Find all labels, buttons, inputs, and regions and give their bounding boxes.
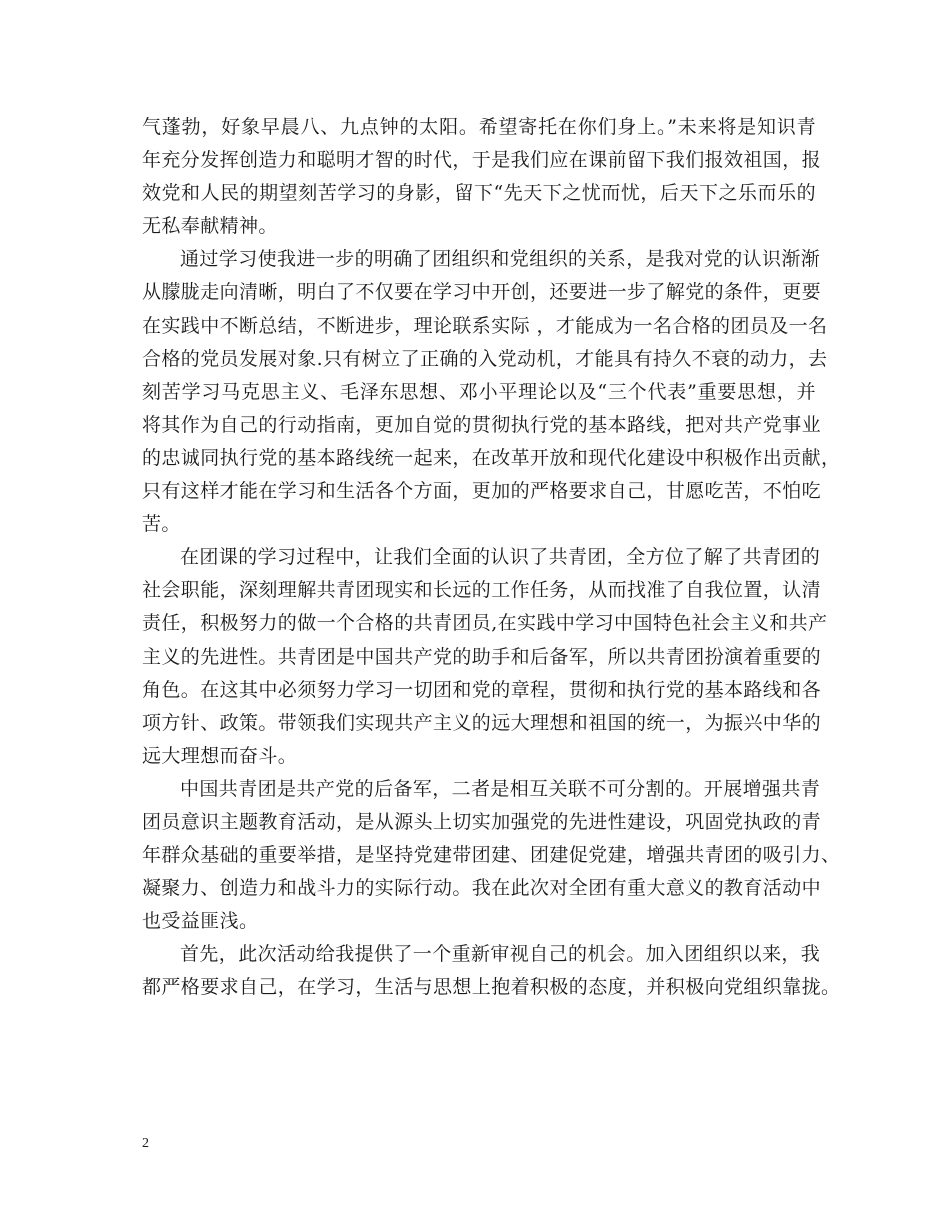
text-line: 从朦胧走向清晰，明白了不仅要在学习中开创，还要进一步了解党的条件，更要 bbox=[142, 281, 822, 304]
text-line: 项方针、政策。带领我们实现共产主义的远大理想和祖国的统一，为振兴中华的 bbox=[142, 711, 822, 734]
paragraph-2 bbox=[142, 243, 841, 541]
text-line: 在实践中不断总结，不断进步，理论联系实际 ，才能成为一名合格的团员及一名 bbox=[142, 314, 828, 337]
text-line: 只有这样才能在学习和生活各个方面，更加的严格要求自己，甘愿吃苦，不怕吃 bbox=[142, 480, 822, 503]
paragraph-3 bbox=[142, 541, 828, 773]
paragraph-5 bbox=[142, 938, 841, 1004]
text-line: 都严格要求自己，在学习，生活与思想上抱着积极的态度，并积极向党组织靠拢。 bbox=[142, 976, 841, 999]
document-body bbox=[142, 111, 841, 1005]
text-line: 无私奉献精神。 bbox=[142, 215, 278, 238]
text-line: 刻苦学习马克思主义、毛泽东思想、邓小平理论以及“三个代表”重要思想，并 bbox=[142, 380, 816, 403]
text-line: 将其作为自己的行动指南，更加自觉的贯彻执行党的基本路线，把对共产党事业 bbox=[142, 413, 822, 436]
text-line: 的忠诚同执行党的基本路线统一起来，在改革开放和现代化建设中积极作出贡献， bbox=[142, 446, 841, 469]
text-line: 凝聚力、创造力和战斗力的实际行动。我在此次对全团有重大意义的教育活动中 bbox=[142, 877, 822, 900]
text-line: 责任，积极努力的做一个合格的共青团员,在实践中学习中国特色社会主义和共产 bbox=[142, 612, 828, 635]
text-line: 在团课的学习过程中，让我们全面的认识了共青团，全方位了解了共青团的 bbox=[180, 546, 821, 569]
text-line: 中国共青团是共产党的后备军，二者是相互关联不可分割的。开展增强共青 bbox=[180, 777, 821, 800]
text-line: 也受益匪浅。 bbox=[142, 910, 259, 933]
paragraph-1 bbox=[142, 111, 822, 243]
text-line: 年群众基础的重要举措，是坚持党建带团建、团建促党建，增强共青团的吸引力、 bbox=[142, 844, 841, 867]
text-line: 角色。在这其中必须努力学习一切团和党的章程，贯彻和执行党的基本路线和各 bbox=[142, 678, 822, 701]
text-line: 合格的党员发展对象.只有树立了正确的入党动机，才能具有持久不衰的动力，去 bbox=[142, 347, 828, 370]
text-line: 首先，此次活动给我提供了一个重新审视自己的机会。加入团组织以来，我 bbox=[180, 943, 821, 966]
text-line: 年充分发挥创造力和聪明才智的时代，于是我们应在课前留下我们报效祖国，报 bbox=[142, 149, 822, 172]
text-line: 团员意识主题教育活动，是从源头上切实加强党的先进性建设，巩固党执政的青 bbox=[142, 810, 822, 833]
paragraph-4 bbox=[142, 773, 841, 938]
text-line: 社会职能，深刻理解共青团现实和长远的工作任务，从而找准了自我位置，认清 bbox=[142, 579, 822, 602]
text-line: 苦。 bbox=[142, 513, 181, 536]
text-line: 远大理想而奋斗。 bbox=[142, 744, 298, 767]
text-line: 主义的先进性。共青团是中国共产党的助手和后备军，所以共青团扮演着重要的 bbox=[142, 645, 822, 668]
text-line: 效党和人民的期望刻苦学习的身影，留下“先天下之忧而忧，后天下之乐而乐的 bbox=[142, 182, 816, 205]
page-number: 2 bbox=[142, 1136, 149, 1151]
text-line: 通过学习使我进一步的明确了团组织和党组织的关系，是我对党的认识渐渐 bbox=[180, 248, 821, 271]
text-line: 气蓬勃，好象早晨八、九点钟的太阳。希望寄托在你们身上。”未来将是知识青 bbox=[142, 116, 816, 138]
